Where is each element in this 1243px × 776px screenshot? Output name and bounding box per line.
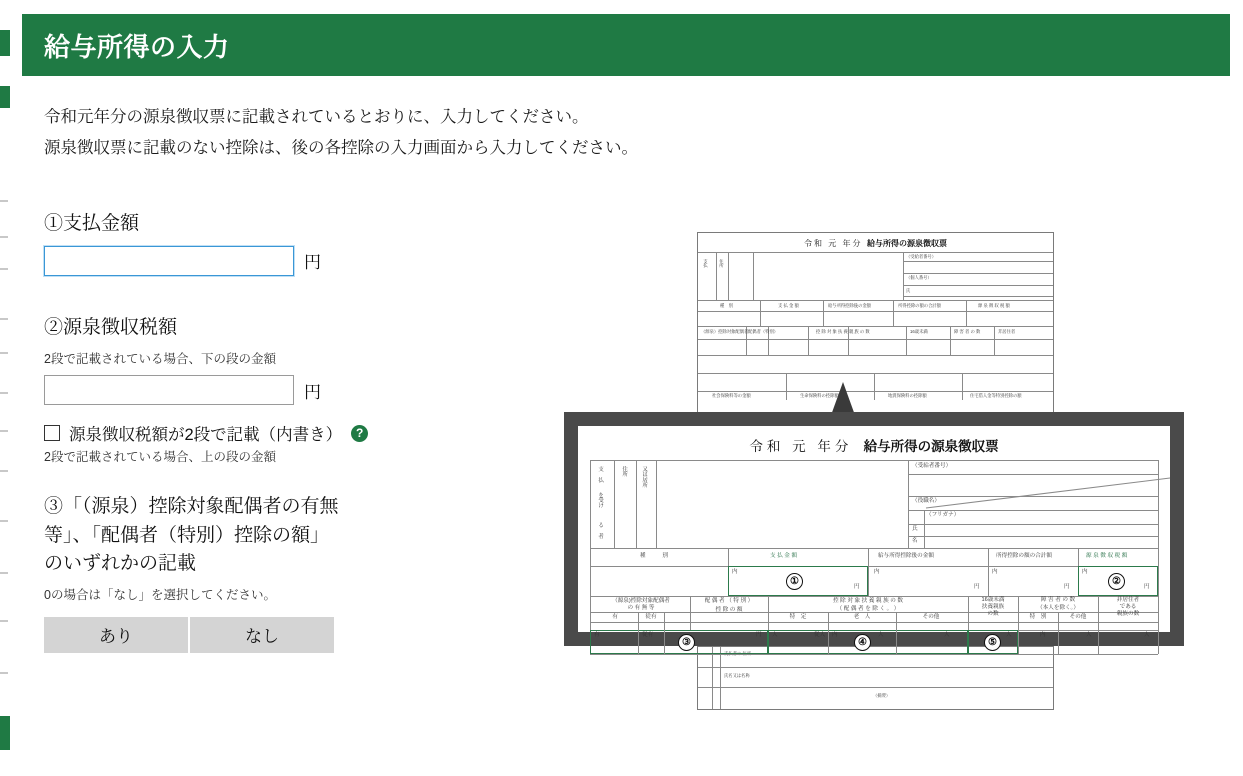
slip-zoom-col-header: 配 偶 者 （ 特 別 ） (704, 598, 754, 604)
edge-marker (0, 716, 10, 750)
intro-line-1: 令和元年分の源泉徴収票に記載されているとおりに、入力してください。 (44, 108, 589, 126)
spouse-deduction-label (44, 493, 374, 579)
withholding-tax-input[interactable] (44, 375, 294, 405)
slip-zoom-vert-label: る 者 (597, 522, 604, 539)
slip-thumb-label: （源泉）控除対象配偶者 (701, 329, 749, 334)
slip-zoom-inner-label: 内 (992, 569, 998, 575)
slip-zoom-year: 令和 元 年分 (749, 439, 853, 454)
slip-zoom-cell-mark: 有 (594, 632, 600, 638)
edge-tick (0, 572, 8, 574)
withholding-slip-thumbnail-footer (697, 646, 1054, 710)
slip-zoom-col-header: （本人を除く。） (1037, 605, 1079, 611)
page-title: 給与所得の入力 (44, 31, 230, 62)
slip-zoom-sub-header: その他 (922, 614, 940, 620)
slip-zoom-col-header: 16歳未満 (981, 597, 1005, 603)
slip-thumb-label: 給与所得控除後の金額 (828, 303, 871, 308)
slip-zoom-col-header: の 有 無 等 (627, 605, 655, 611)
page-edge-strip (0, 0, 14, 776)
slip-zoom-sub-header: 従有 (645, 614, 657, 620)
slip-zoom-cell-mark: 内 (1040, 632, 1046, 638)
slip-zoom-yen: 円 (854, 584, 860, 590)
slip-thumb-label: 非居住者 (998, 329, 1016, 334)
withholding-tax-unit: 円 (304, 382, 321, 402)
slip-zoom-yen: 円 (1144, 584, 1150, 590)
slip-thumb-label: 地震保険料の控除額 (888, 393, 927, 398)
slip-thumb-label: 社会保険料等の金額 (712, 393, 751, 398)
slip-zoom-title (578, 426, 1170, 461)
slip-thumb-label: 控 除 対 象 扶 養 親 族 の 数 (816, 329, 870, 334)
slip-zoom-sub-header: 有 (612, 614, 618, 620)
payment-amount-row (44, 246, 374, 276)
slip-thumb-label: （個人番号） (906, 275, 932, 280)
slip-zoom-sub-header: 老 人 (853, 614, 871, 620)
slip-thumb-label: 種 別 (720, 303, 733, 308)
slip-thumb-label: 所得控除の額の合計額 (898, 303, 941, 308)
slip-zoom-yen: 円 (756, 632, 762, 638)
edge-tick (0, 430, 8, 432)
two-tier-checkbox-label: 源泉徴収税額が2段で記載（内書き） (69, 426, 343, 445)
spouse-deduction-note: 0の場合は「なし」を選択してください。 (44, 587, 276, 602)
edge-tick (0, 520, 8, 522)
slip-zoom-col-header: の数 (987, 611, 999, 617)
spouse-deduction-no-button[interactable]: なし (190, 617, 334, 653)
withholding-tax-label: ②源泉徴収税額 (44, 316, 178, 338)
slip-zoom-col-header: である (1119, 604, 1137, 610)
two-tier-checkbox-row[interactable] (44, 421, 374, 445)
spouse-deduction-label-line-2: 等」、「配偶者（特別）控除の額」 (44, 524, 330, 546)
slip-thumb-label: 住宅借入金等特別控除の額 (970, 393, 1022, 398)
slip-thumb-label: 配偶者（特別） (748, 329, 779, 334)
spouse-deduction-label-line-3: のいずれかの記載 (44, 553, 197, 575)
slip-thumb-vert-label: 支払 (703, 259, 709, 268)
intro-text (44, 102, 638, 163)
slip-zoom-col-header: 種 別 (640, 553, 668, 559)
slip-zoom-cell-mark: 人 (944, 632, 950, 638)
edge-tick (0, 470, 8, 472)
slip-zoom-vert-label: 住所 (621, 466, 628, 477)
slip-zoom-yen: 円 (1064, 584, 1070, 590)
marker-3-circle: ③ (678, 634, 695, 651)
slip-zoom-cell-mark: 人 (772, 632, 778, 638)
two-tier-checkbox[interactable] (44, 425, 60, 441)
slip-zoom-label: 名 (912, 538, 918, 544)
edge-marker (0, 30, 10, 56)
slip-zoom-vert-label: 又は居所 (641, 466, 648, 488)
edge-tick (0, 392, 8, 394)
slip-zoom-inner-label: 内 (874, 569, 880, 575)
slip-zoom-col-header: 非居住者 (1116, 597, 1140, 603)
salary-income-form-card (22, 14, 1232, 754)
slip-zoom-col-header-withholding: 源 泉 徴 収 税 額 (1086, 553, 1128, 559)
slip-zoom-label: 氏 (912, 526, 918, 532)
spouse-deduction-block (44, 493, 374, 653)
slip-thumbnail-name: 給与所得の源泉徴収票 (866, 239, 947, 248)
withholding-slip-zoom (578, 426, 1170, 648)
slip-zoom-col-header: 控 除 の 額 (715, 607, 743, 613)
slip-zoom-col-header: 扶養親族 (981, 604, 1005, 610)
slip-zoom-col-header: 所得控除の額の合計額 (996, 553, 1052, 559)
slip-zoom-cell-mark: 従有 (642, 632, 654, 638)
slip-thumb-label: 16歳未満 (910, 329, 928, 334)
marker-5-circle: ⑤ (984, 634, 1001, 651)
slip-zoom-inner-label: 内 (1082, 569, 1088, 575)
slip-zoom-col-header: 障 害 者 の 数 (1040, 597, 1076, 603)
edge-tick (0, 268, 8, 270)
spouse-deduction-label-line-1: ③「（源泉）控除対象配偶者の有無 (44, 496, 339, 518)
slip-zoom-cell-mark: 内 (832, 632, 838, 638)
slip-thumb-label: 支 払 金 額 (778, 303, 799, 308)
page-header-banner (22, 14, 1230, 76)
slip-thumb-label: 障 害 者 の 数 (954, 329, 981, 334)
slip-thumbnail-year: 令和 元 年分 (804, 239, 863, 248)
slip-zoom-diagonal (926, 476, 1172, 512)
slip-zoom-inner-label: 内 (732, 569, 738, 575)
withholding-tax-row (44, 375, 374, 405)
slip-zoom-sub-header: 特 別 (1029, 614, 1047, 620)
edge-tick (0, 318, 8, 320)
edge-tick (0, 352, 8, 354)
marker-2-circle: ② (1108, 573, 1125, 590)
edge-tick (0, 236, 8, 238)
slip-zoom-cell-mark: 人 (878, 632, 884, 638)
marker-1-circle: ① (786, 573, 803, 590)
spouse-deduction-button-group (44, 617, 334, 653)
slip-zoom-sub-header: 特 定 (789, 614, 807, 620)
edge-tick (0, 620, 8, 622)
slip-zoom-label: （受給者番号） (912, 463, 952, 469)
slip-thumb-label: （受給者番号） (906, 254, 937, 259)
payment-amount-unit: 円 (304, 253, 321, 273)
slip-stub-label: 氏名又は名称 (724, 673, 750, 678)
slip-thumbnail-title (698, 233, 1053, 252)
form-column (44, 210, 374, 653)
withholding-slip-thumbnail (697, 232, 1054, 419)
slip-zoom-yen: 円 (974, 584, 980, 590)
slip-zoom-col-header: （ 配 偶 者 を 除 く 。 ） (836, 606, 900, 612)
edge-tick (0, 200, 8, 202)
slip-stub-label: （摘要） (873, 693, 891, 698)
slip-zoom-vert-label: 支 払 (597, 466, 604, 483)
edge-tick (0, 672, 8, 674)
slip-thumb-vert-label: 住所 (719, 259, 725, 268)
slip-zoom-col-header: 親族の数 (1116, 611, 1140, 617)
slip-zoom-col-header: 控 除 対 象 扶 養 親 族 の 数 (833, 598, 903, 604)
payment-amount-label: ①支払金額 (44, 213, 140, 234)
slip-zoom-cell-mark: 従人 (814, 632, 826, 638)
intro-line-2: 源泉徴収票に記載のない控除は、後の各控除の入力画面から入力してください。 (44, 138, 638, 157)
spouse-deduction-yes-button[interactable]: あり (44, 617, 190, 653)
slip-zoom-cell-mark: 人 (1006, 632, 1012, 638)
slip-zoom-name: 給与所得の源泉徴収票 (863, 439, 999, 454)
slip-zoom-vert-label: を受け (597, 492, 604, 509)
slip-thumb-label: 氏 (906, 288, 911, 293)
slip-thumb-label: 源 泉 徴 収 税 額 (978, 303, 1010, 308)
slip-zoom-label: （役職名） (912, 498, 940, 504)
marker-4-circle: ④ (854, 634, 871, 651)
payment-amount-input[interactable] (44, 246, 294, 276)
withholding-slip-zoom-frame (564, 412, 1184, 646)
slip-zoom-sub-header: その他 (1069, 614, 1087, 620)
slip-zoom-cell-mark: 人 (1144, 632, 1150, 638)
withholding-slip-illustration (542, 214, 1202, 698)
edge-marker (0, 86, 10, 108)
slip-zoom-cell-mark: 人 (1086, 632, 1092, 638)
two-tier-note: 2段で記載されている場合、上の段の金額 (44, 450, 276, 465)
slip-thumb-label: 生命保険料の控除額 (800, 393, 839, 398)
question-mark-icon[interactable]: ? (351, 425, 368, 442)
slip-zoom-label: （フリガナ） (926, 512, 960, 518)
slip-zoom-col-header: （源泉)控除対象配偶者 (612, 598, 670, 604)
slip-zoom-col-header-payment: 支 払 金 額 (770, 553, 798, 559)
slip-zoom-col-header: 給与所得控除後の金額 (878, 553, 934, 559)
withholding-tax-note: 2段で記載されている場合、下の段の金額 (44, 352, 276, 367)
